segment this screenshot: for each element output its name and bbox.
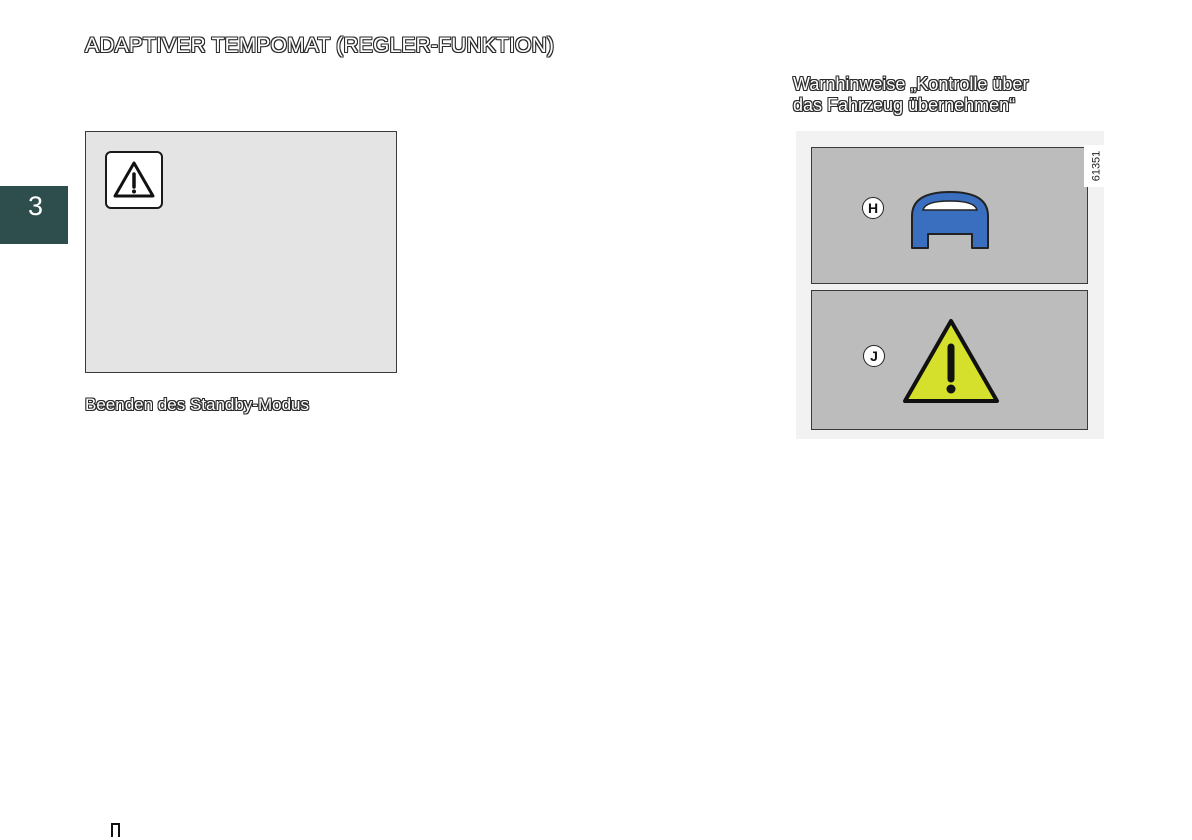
- figure-panel-bottom: [811, 290, 1088, 430]
- warning-heading: [793, 74, 1028, 116]
- callout-h: H: [862, 197, 884, 219]
- warning-triangle-icon: [105, 151, 163, 209]
- chapter-number: 3: [28, 191, 44, 221]
- warning-box: [85, 131, 397, 373]
- figure-panel-top: [811, 147, 1088, 284]
- figure-id: 61351: [1090, 150, 1102, 182]
- page-title: ADAPTIVER TEMPOMAT (REGLER-FUNKTION): [85, 34, 555, 57]
- warning-heading-line-1: Warnhinweise „Kontrolle über: [793, 74, 1029, 94]
- standby-heading: Beenden des Standby-Modus: [85, 395, 309, 414]
- page-marker: [111, 823, 120, 837]
- warning-heading-line-2: das Fahrzeug übernehmen“: [793, 95, 1016, 115]
- warning-triangle-icon: [901, 317, 1001, 405]
- figure-id-label: [1084, 145, 1108, 187]
- hands-on-steering-wheel-icon: [909, 188, 991, 252]
- callout-j: J: [863, 345, 885, 367]
- figure: [796, 131, 1104, 439]
